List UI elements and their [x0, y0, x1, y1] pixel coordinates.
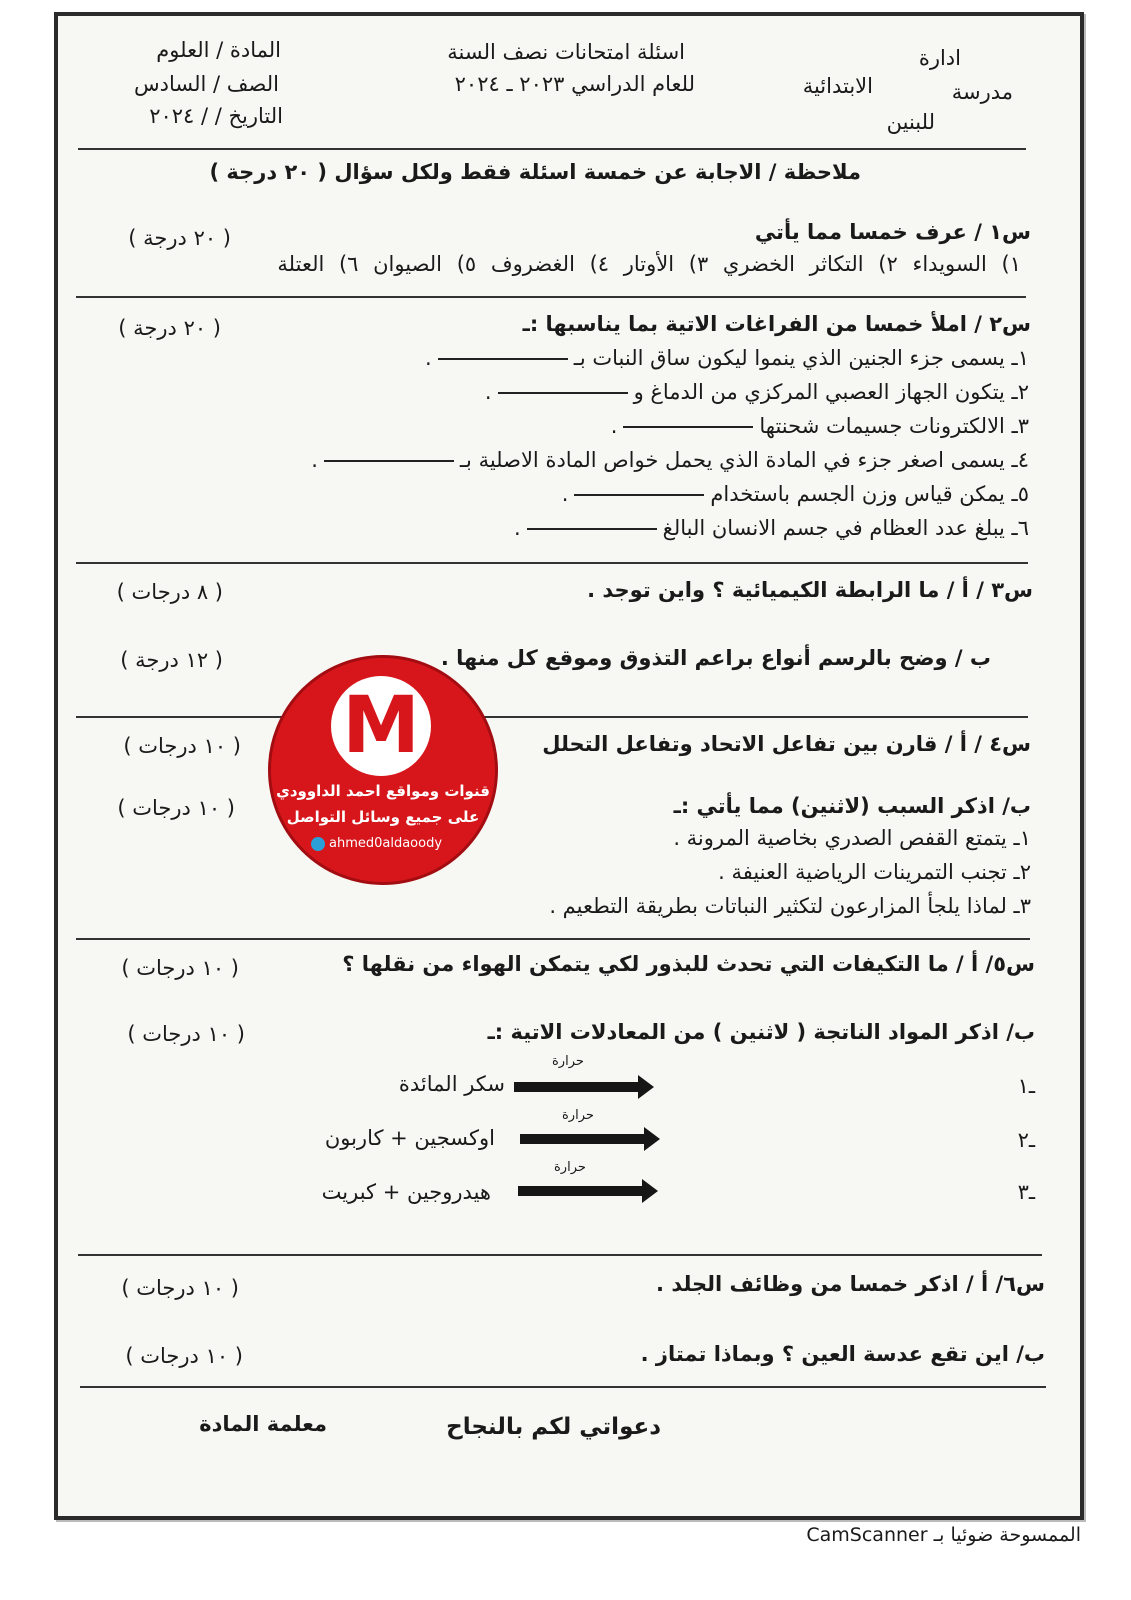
q2-item-6: ٦ـ يبلغ عدد العظام في جسم الانسان البالغ.	[513, 516, 1029, 540]
q2-item-5: ٥ـ يمكن قياس وزن الجسم باستخدام.	[561, 482, 1029, 506]
header-school-level: الابتدائية	[802, 74, 873, 98]
q6-part-b-marks: ( ١٠ درجات )	[125, 1344, 243, 1368]
divider	[76, 716, 1028, 718]
q4-reason-3: ٣ـ لماذا يلجأ المزارعون لتكثير النباتات بطريقة التطعيم .	[549, 894, 1031, 918]
q6-part-a-marks: ( ١٠ درجات )	[121, 1276, 239, 1300]
logo-telegram-handle: ahmed0aldaoody	[311, 836, 442, 851]
header-school-type: للبنين	[886, 110, 935, 134]
q6-part-b: ب/ اين تقع عدسة العين ؟ وبماذا تمتاز .	[640, 1342, 1045, 1366]
q2-item-4: ٤ـ يسمى اصغر جزء في المادة الذي يحمل خواص المادة الاصلية بـ.	[311, 448, 1029, 472]
q1-terms: ١) السويداء ٢) التكاثر الخضري ٣) الأوتار ٤) الغضروف ٥) الصيوان ٦) العتلة	[277, 252, 1021, 276]
channel-logo-watermark	[268, 655, 498, 885]
q5-part-a: س٥/ أ / ما التكيفات التي تحدث للبذور لكي يتمكن الهواء من نقلها ؟	[342, 952, 1035, 976]
q6-part-a: س٦/ أ / اذكر خمسا من وظائف الجلد .	[656, 1272, 1045, 1296]
logo-channel-name: قنوات ومواقع احمد الداوودي	[276, 782, 490, 800]
divider	[80, 1386, 1046, 1388]
divider	[78, 1254, 1042, 1256]
q2-item-3: ٣ـ الالكترونات جسيمات شحنتها.	[610, 414, 1029, 438]
q4-reason-2: ٢ـ تجنب التمرينات الرياضية العنيفة .	[718, 860, 1031, 884]
divider	[76, 562, 1028, 564]
q5-part-b-marks: ( ١٠ درجات )	[127, 1022, 245, 1046]
equation-3-arrow	[518, 1186, 644, 1196]
equation-3-heat: حرارة	[554, 1160, 586, 1175]
q2-item-1: ١ـ يسمى جزء الجنين الذي ينموا ليكون ساق النبات بـ.	[425, 346, 1029, 370]
grade-label: الصف / السادس	[134, 72, 279, 96]
date-label: التاريخ / / ٢٠٢٤	[149, 104, 283, 128]
q2-marks: ( ٢٠ درجة )	[118, 316, 221, 340]
academic-year: للعام الدراسي ٢٠٢٣ ـ ٢٠٢٤	[454, 72, 695, 96]
divider	[78, 148, 1026, 150]
q5-part-a-marks: ( ١٠ درجات )	[121, 956, 239, 980]
divider	[76, 296, 1026, 298]
equation-2-arrow	[520, 1134, 646, 1144]
teacher-signature-label: معلمة المادة	[199, 1412, 327, 1436]
equation-2-product: اوكسجين + كاربون	[324, 1126, 495, 1150]
q1-title: س١ / عرف خمسا مما يأتي	[754, 220, 1031, 244]
q3-part-b-marks: ( ١٢ درجة )	[120, 648, 223, 672]
equation-2-heat: حرارة	[562, 1108, 594, 1123]
q3-part-a-marks: ( ٨ درجات )	[116, 580, 223, 604]
logo-social-line: على جميع وسائل التواصل	[286, 808, 480, 826]
equation-1-heat: حرارة	[552, 1054, 584, 1069]
exam-title: اسئلة امتحانات نصف السنة	[447, 40, 685, 64]
equation-2-number: ـ٢	[1017, 1128, 1035, 1152]
q5-part-b: ب/ اذكر المواد الناتجة ( لاثنين ) من المعادلات الاتية :ـ	[487, 1020, 1035, 1044]
header-school: مدرسة	[951, 80, 1013, 104]
q4-part-a-marks: ( ١٠ درجات )	[123, 734, 241, 758]
q2-title: س٢ / املأ خمسا من الفراغات الاتية بما يناسبها :ـ	[522, 312, 1031, 336]
exam-note: ملاحظة / الاجابة عن خمسة اسئلة فقط ولكل سؤال ( ٢٠ درجة )	[209, 160, 861, 184]
q1-marks: ( ٢٠ درجة )	[128, 226, 231, 250]
subject-label: المادة / العلوم	[156, 38, 281, 62]
telegram-icon	[311, 837, 325, 851]
q3-part-b: ب / وضح بالرسم أنواع براعم التذوق وموقع كل منها .	[440, 646, 991, 670]
q4-part-b-marks: ( ١٠ درجات )	[117, 796, 235, 820]
q4-reason-1: ١ـ يتمتع القفص الصدري بخاصية المرونة .	[673, 826, 1031, 850]
equation-3-number: ـ٣	[1017, 1180, 1035, 1204]
q3-part-a: س٣ / أ / ما الرابطة الكيميائية ؟ واين توجد .	[587, 578, 1033, 602]
q4-part-a: س٤ / أ / قارن بين تفاعل الاتحاد وتفاعل التحلل	[542, 732, 1031, 756]
scanner-watermark: الممسوحة ضوئيا بـ CamScanner	[806, 1524, 1081, 1546]
equation-3-product: هيدروجين + كبريت	[321, 1180, 491, 1204]
equation-1-arrow	[514, 1082, 640, 1092]
q4-part-b: ب/ اذكر السبب (لاثنين) مما يأتي :ـ	[673, 794, 1031, 818]
divider	[76, 938, 1030, 940]
equation-1-number: ـ١	[1017, 1074, 1035, 1098]
equation-1-product: سكر المائدة	[398, 1072, 505, 1096]
header-directorate: ادارة	[918, 46, 961, 70]
logo-letter: M	[331, 676, 431, 776]
good-luck-wishes: دعواتي لكم بالنجاح	[446, 1414, 661, 1440]
q2-item-2: ٢ـ يتكون الجهاز العصبي المركزي من الدماغ و.	[484, 380, 1029, 404]
